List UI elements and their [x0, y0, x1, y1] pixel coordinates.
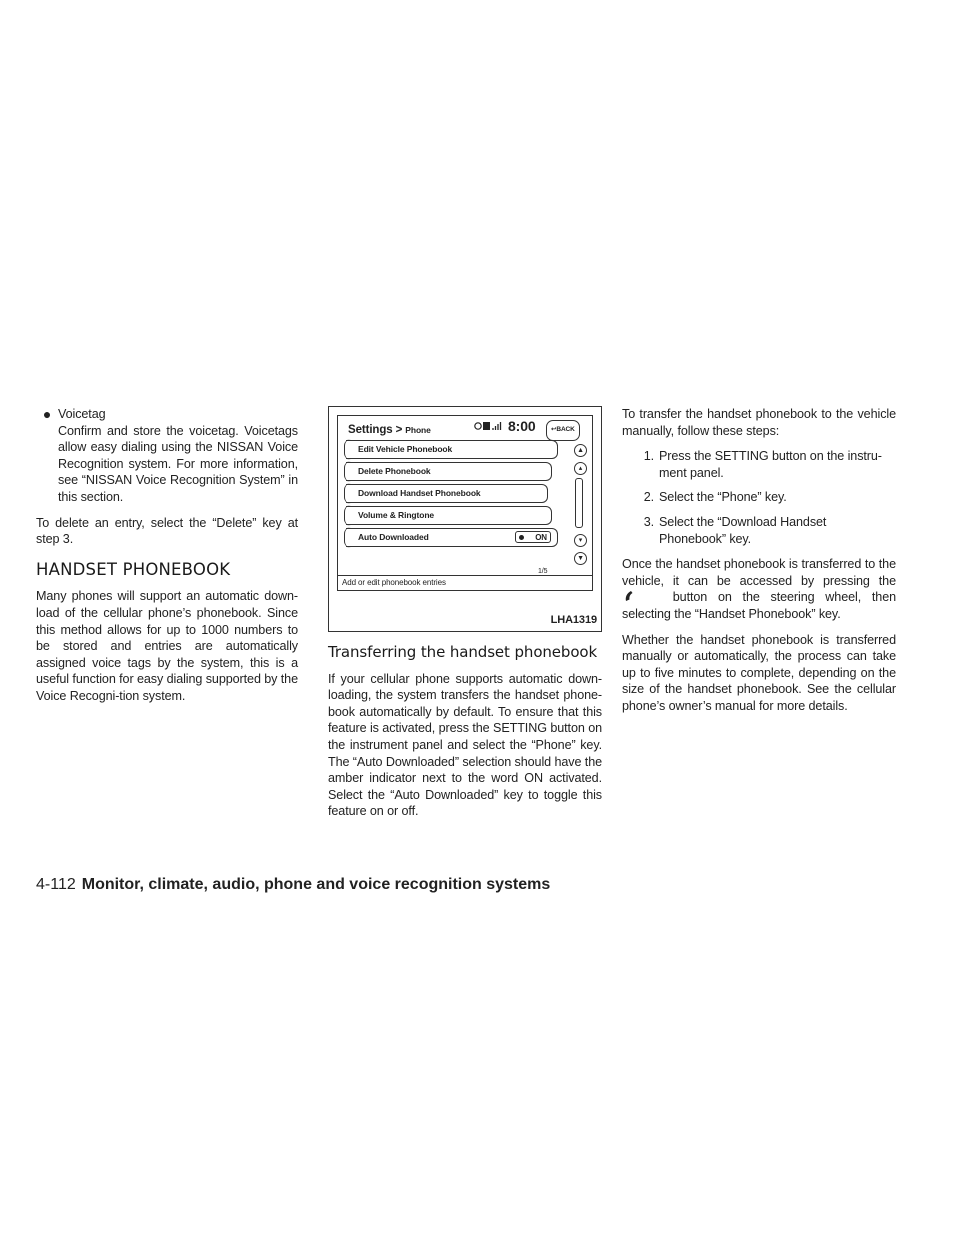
menu-list [338, 440, 594, 560]
footer-section-title: Monitor, climate, audio, phone and voice recognition systems [81, 876, 551, 893]
phone-status-icon [474, 420, 504, 432]
bullet-title: Voicetag [58, 407, 106, 421]
step-item: 1. Press the SETTING button on the instru-ment panel. [643, 449, 882, 480]
scroll-up-icon[interactable]: ▴ [574, 462, 587, 475]
status-icons [474, 420, 504, 432]
subsection-heading: Transferring the handset phonebook [328, 643, 598, 661]
figure-label: LHA1319 [550, 614, 597, 627]
menu-item-auto-downloaded[interactable]: Auto Downloaded ON [346, 528, 558, 547]
menu-item-delete-phonebook[interactable]: Delete Phonebook [346, 462, 552, 481]
duration-paragraph: Whether the handset phonebook is transferred manually or automatically, the process can take up to five minutes to complete, depending on the size of the handset phonebook. See the cellular phone’s owner’s manual for more details. [622, 632, 896, 713]
phone-handset-icon [622, 589, 662, 603]
scrollbar[interactable] [575, 478, 583, 528]
steps-list [622, 448, 896, 547]
voicetag-bullet [36, 406, 298, 506]
column-middle [328, 406, 602, 829]
settings-screen [337, 415, 593, 591]
back-button[interactable]: ↩BACK [546, 420, 580, 441]
page-indicator: 1/5 [538, 568, 548, 575]
scroll-bottom-icon[interactable]: ▼ [574, 552, 587, 565]
page-footer [36, 876, 550, 894]
bullet-text: Confirm and store the voicetag. Voicetags allow easy dialing using the NISSAN Voice Recognition system. For more information, see “NISSAN Voice Recognition System” in this section. [58, 423, 298, 504]
step-item: 3. Select the “Download Handset Phonebook” key. [643, 514, 827, 546]
handset-paragraph: Many phones will support an automatic down-load of the cellular phone’s phonebook. Since this method allows for up to 1000 numbers to be stored and entries are automatically assigned voice tags by the system, this is a useful function for easy dialing supported by the Voice Recogni-tion system. [36, 589, 298, 703]
section-heading: HANDSET PHONEBOOK [36, 559, 231, 579]
scroll-down-icon[interactable]: ▾ [574, 534, 587, 547]
access-paragraph: Once the handset phonebook is transferred to the vehicle, it can be accessed by pressing the button on the steering wheel, then selecting the “Handset Phonebook” key. [622, 557, 896, 621]
clock: 8:00 [508, 418, 536, 434]
menu-item-download-handset-phonebook[interactable]: Download Handset Phonebook [346, 484, 548, 503]
column-right [622, 406, 896, 724]
delete-paragraph: To delete an entry, select the “Delete” key at step 3. [36, 515, 298, 547]
manual-intro: To transfer the handset phonebook to the vehicle manually, follow these steps: [622, 407, 896, 438]
phone-settings-figure [328, 406, 602, 632]
screen-title: Settings > Phone [348, 424, 431, 436]
back-arrow-icon: ↩ [551, 426, 557, 433]
on-indicator: ON [515, 531, 551, 543]
screen-hint: Add or edit phonebook entries [338, 575, 592, 590]
bullet-dot: ● [42, 406, 52, 422]
menu-item-edit-vehicle-phonebook[interactable]: Edit Vehicle Phonebook [346, 440, 558, 459]
menu-item-volume-ringtone[interactable]: Volume & Ringtone [346, 506, 552, 525]
page-number: 4-112 [36, 876, 76, 893]
screen-subtitle: Phone [405, 425, 431, 435]
column-left [36, 406, 298, 714]
step-item: 2. Select the “Phone” key. [643, 490, 787, 505]
scroll-top-icon[interactable]: ▲ [574, 444, 587, 457]
auto-download-paragraph: If your cellular phone supports automatic down-loading, the system transfers the handset phone-book automatically by default. To ensure that this feature is activated, press the SETTING button on the instrument panel and select the “Phone” key. The “Auto Downloaded” selection should have the amber indicator next to the word ON activated. Select the “Auto Downloaded” key to toggle this feature on or off. [328, 671, 602, 819]
amber-indicator-icon [519, 535, 524, 540]
